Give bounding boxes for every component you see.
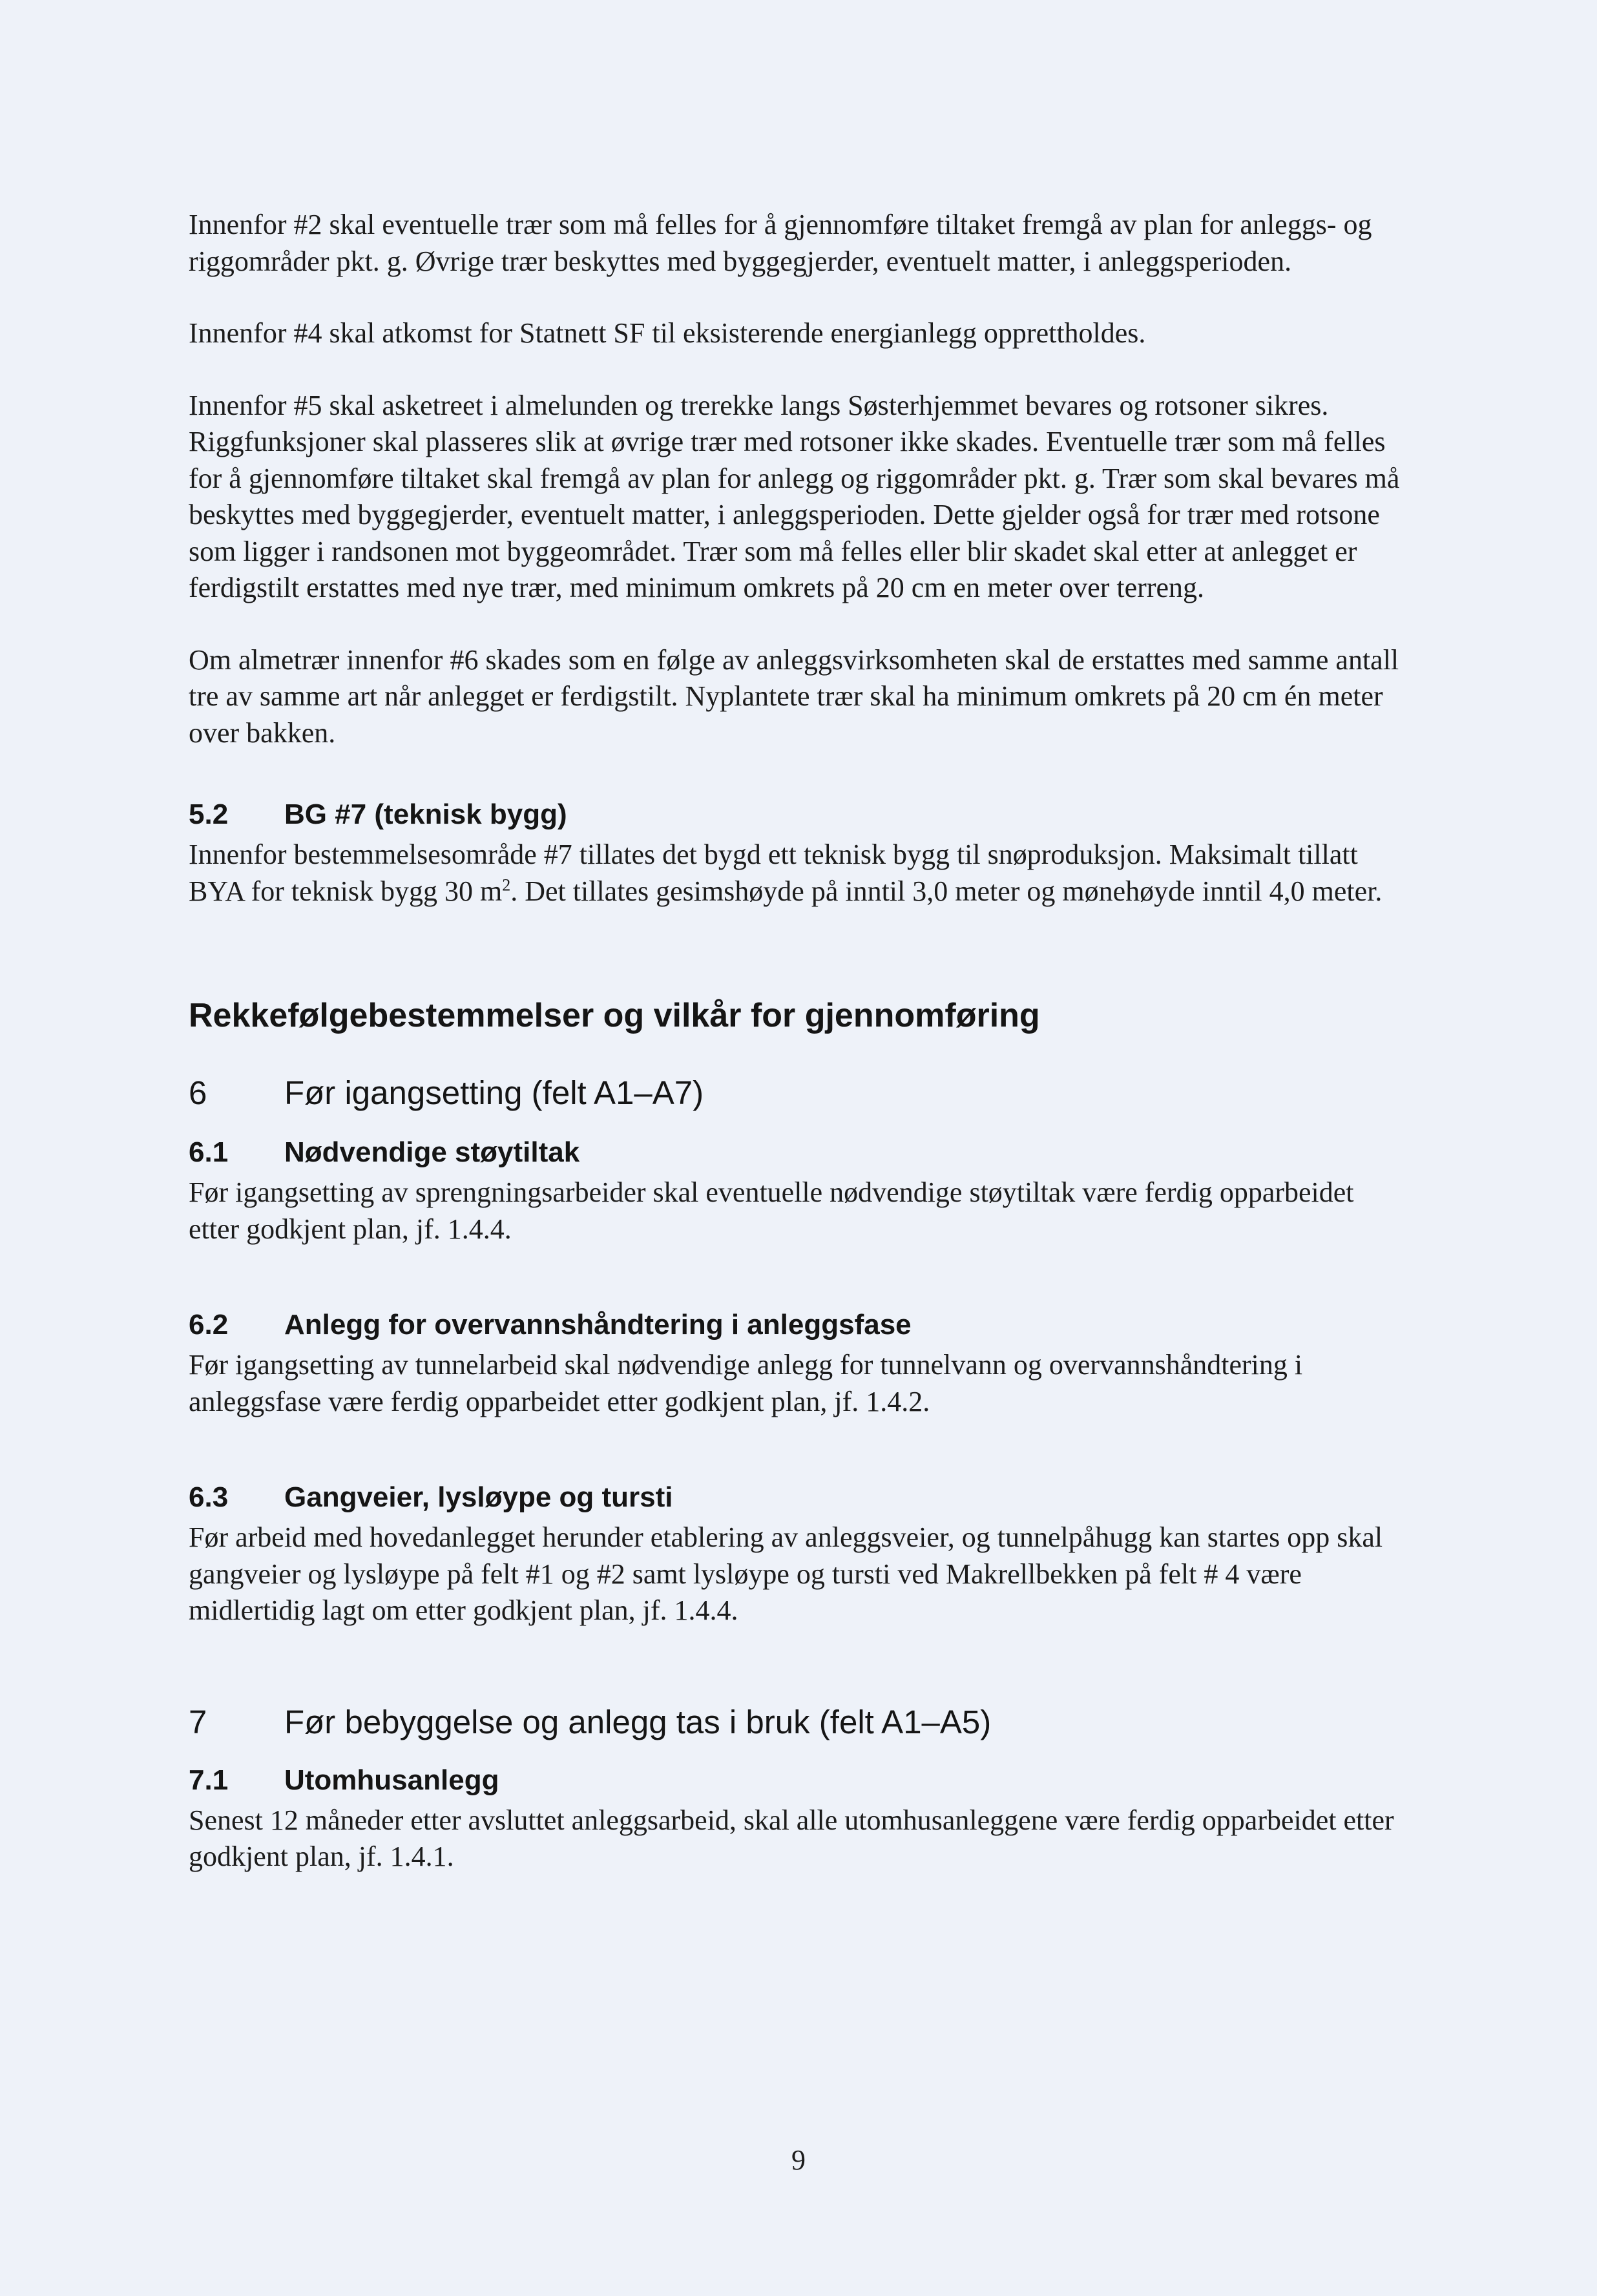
paragraph-elm-trees-area-6: Om almetrær innenfor #6 skades som en følge av anleggsvirksomheten skal de erstattes med samme antall tre av samme art når anlegget er ferdigstilt. Nyplantete trær skal ha minimum omkrets på 20 cm én meter over bakken.: [189, 643, 1399, 749]
section-heading-6-3: [189, 1479, 1410, 1516]
section-5-2-text-part1: Innenfor bestemmelsesområde #7 tillates det bygd ett teknisk bygg til snøproduksjon. Maksimalt tillatt BYA for teknisk bygg 30 m: [189, 839, 1358, 907]
section-heading-6-1: [189, 1134, 1410, 1171]
section-title: Nødvendige støytiltak: [284, 1136, 580, 1168]
page-content: [189, 207, 1410, 1875]
section-number: 6.1: [189, 1136, 229, 1168]
section-title: BG #7 (teknisk bygg): [284, 798, 567, 830]
section-number: 5.2: [189, 798, 229, 830]
section-title: Utomhusanlegg: [284, 1764, 499, 1796]
section-heading-6-2: [189, 1307, 1410, 1343]
chapter-heading-7: [189, 1702, 1410, 1743]
chapter-number: 6: [189, 1074, 207, 1111]
section-number: 6.2: [189, 1309, 229, 1341]
chapter-number: 7: [189, 1703, 207, 1740]
paragraph-access-area-4: Innenfor #4 skal atkomst for Statnett SF til eksisterende energianlegg opprettholdes.: [189, 317, 1146, 349]
main-heading: Rekkefølgebestemmelser og vilkår for gjennomføring: [189, 997, 1040, 1034]
section-heading-5-2: [189, 797, 1410, 833]
section-heading-7-1: [189, 1762, 1410, 1799]
paragraph-trees-area-2: Innenfor #2 skal eventuelle trær som må felles for å gjennomføre tiltaket fremgå av plan for anleggs- og riggområder pkt. g. Øvrige trær beskyttes med byggegjerder, eventuelt matter, i anleggsperioden.: [189, 209, 1372, 277]
section-7-1-text: Senest 12 måneder etter avsluttet anleggsarbeid, skal alle utomhusanleggene være ferdig opparbeidet etter godkjent plan, jf. 1.4.1.: [189, 1804, 1394, 1872]
section-6-2-text: Før igangsetting av tunnelarbeid skal nødvendige anlegg for tunnelvann og overvannshåndtering i anleggsfase være ferdig opparbeidet etter godkjent plan, jf. 1.4.2.: [189, 1349, 1303, 1417]
chapter-heading-6: [189, 1072, 1410, 1114]
chapter-title: Før bebyggelse og anlegg tas i bruk (felt A1–A5): [284, 1703, 992, 1740]
section-5-2-text-part2: . Det tillates gesimshøyde på inntil 3,0 meter og mønehøyde inntil 4,0 meter.: [510, 875, 1383, 907]
paragraph-trees-area-5: Innenfor #5 skal asketreet i almelunden og trerekke langs Søsterhjemmet bevares og rotsoner sikres. Riggfunksjoner skal plasseres slik at øvrige trær med rotsoner ikke skades. Eventuelle trær som må felles for å gjennomføre tiltaket skal fremgå av plan for anlegg og riggområder pkt. g. Trær som skal bevares må beskyttes med byggegjerder, eventuelt matter, i anleggsperioden. Dette gjelder også for trær med rotsone som ligger i randsonen mot byggeområdet. Trær som må felles eller blir skadet skal etter at anlegget er ferdigstilt erstattes med nye trær, med minimum omkrets på 20 cm en meter over terreng.: [189, 389, 1400, 603]
section-title: Anlegg for overvannshåndtering i anleggsfase: [284, 1309, 912, 1341]
section-5-2-text: [189, 837, 1410, 910]
section-title: Gangveier, lysløype og tursti: [284, 1481, 673, 1513]
superscript-2: 2: [502, 875, 511, 894]
section-number: 6.3: [189, 1481, 229, 1513]
section-number: 7.1: [189, 1764, 229, 1796]
page-number: 9: [791, 2144, 806, 2176]
section-6-1-text: Før igangsetting av sprengningsarbeider skal eventuelle nødvendige støytiltak være ferdig opparbeidet etter godkjent plan, jf. 1.4.4.: [189, 1176, 1354, 1245]
chapter-title: Før igangsetting (felt A1–A7): [284, 1074, 704, 1111]
section-6-3-text: Før arbeid med hovedanlegget herunder etablering av anleggsveier, og tunnelpåhugg kan startes opp skal gangveier og lysløype på felt #1 og #2 samt lysløype og tursti ved Makrellbekken på felt # 4 være midlertidig lagt om etter godkjent plan, jf. 1.4.4.: [189, 1521, 1383, 1626]
